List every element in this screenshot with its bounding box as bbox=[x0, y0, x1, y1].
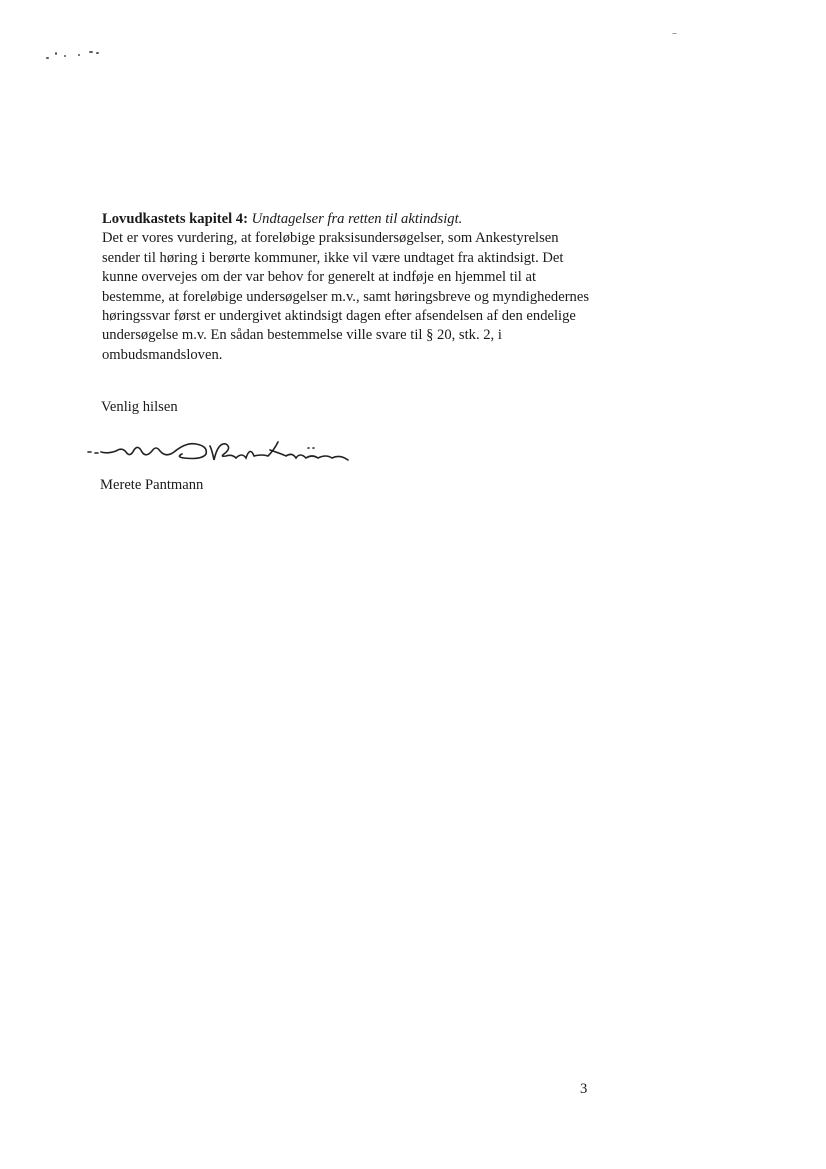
section-heading bbox=[102, 210, 622, 229]
scan-speck bbox=[672, 33, 677, 34]
scan-speck bbox=[78, 54, 80, 56]
scan-speck bbox=[46, 57, 49, 59]
page-number: 3 bbox=[580, 1081, 588, 1097]
body-line: bestemme, at foreløbige undersøgelser m.v., samt høringsbreve og myndighedernes bbox=[102, 288, 590, 305]
chapter-comment-section bbox=[102, 210, 622, 365]
heading-italic: Undtagelser fra retten til aktindsigt. bbox=[251, 211, 463, 227]
scan-speck bbox=[96, 52, 99, 54]
body-line: kunne overvejes om der var behov for generelt at indføje en hjemmel til at bbox=[102, 269, 537, 286]
body-line: ombudsmandsloven. bbox=[102, 346, 223, 363]
scan-speck bbox=[64, 55, 66, 57]
body-line: sender til høring i berørte kommuner, ikke vil være undtaget fra aktindsigt. Det bbox=[102, 249, 564, 266]
body-line: høringssvar først er undergivet aktindsigt dagen efter afsendelsen af den endelige bbox=[102, 308, 576, 325]
body-line: Det er vores vurdering, at foreløbige praksisundersøgelser, som Ankestyrelsen bbox=[102, 230, 559, 247]
handwritten-signature bbox=[86, 432, 366, 472]
signer-name: Merete Pantmann bbox=[100, 477, 204, 493]
heading-bold: Lovudkastets kapitel 4: bbox=[102, 211, 248, 227]
scan-speck bbox=[55, 52, 57, 55]
closing-greeting: Venlig hilsen bbox=[101, 399, 178, 415]
scan-speck bbox=[89, 51, 93, 53]
body-line: undersøgelse m.v. En sådan bestemmelse ville svare til § 20, stk. 2, i bbox=[102, 327, 502, 344]
